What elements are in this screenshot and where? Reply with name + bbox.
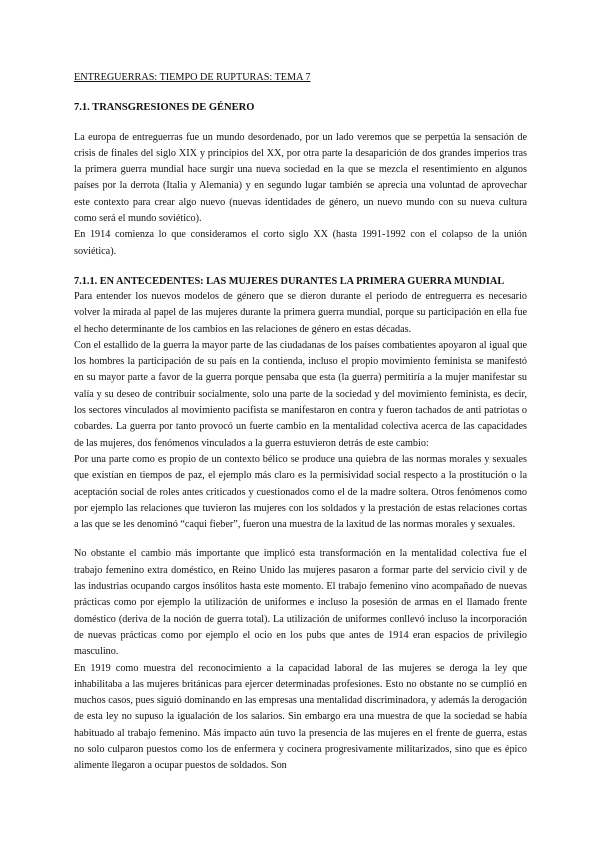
body-paragraph-4: No obstante el cambio más importante que implicó esta transformación en la mentalidad colectiva fue el trabajo femenino extra doméstico, en Reino Unido las mujeres pasaron a formar parte del servicio civil y de las industrias ocupando cargos insólitos hasta este momento. El trabajo femenino vino acompañado de nuevas prácticas como por ejemplo la utilización de uniformes e incluso la posesión de armas en el llamado frente doméstico (deriva de la noción de guerra total). La utilización de uniformes conllevó incluso la incorporación de nuevas prácticas como por ejemplo el ocio en los pubs que antes de 1914 eran espacios de privilegio masculino. [74,548,527,658]
body-paragraph-2: Con el estallido de la guerra la mayor parte de las ciudadanas de los países combatientes apoyaron al igual que los hombres la participación de su país en la contienda, incluso el propio movimiento feminista se manifestó en su mayor parte a favor de la guerra porque pensaba que esta (la guerra) permitiría a la mujer manifestar su valía y su deseo de contribuir socialmente, solo una parte de la sociedad y del movimiento feminista, es decir, los sectores vinculados al movimiento pacifista se manifestaron en contra y fueron tachados de anti patriotas o cobardes. La guerra por tanto provocó un fuerte cambio en la mentalidad colectiva acerca de las capacidades de las mujeres, dos fenómenos vinculados a la guerra estuvieron detrás de este cambio: [74,339,527,449]
subsection-heading: 7.1.1. EN ANTECEDENTES: LAS MUJERES DURANTES LA PRIMERA GUERRA MUNDIAL [74,275,505,287]
spacer [74,260,527,275]
document-page [74,70,527,775]
intro-paragraph-2: En 1914 comienza lo que consideramos el corto siglo XX (hasta 1991-1992 con el colapso de la unión soviética). [74,229,527,257]
section-heading: 7.1. TRANSGRESIONES DE GÉNERO [74,102,255,114]
body-paragraph-5: En 1919 como muestra del reconocimiento a la capacidad laboral de las mujeres se deroga la ley que inhabilitaba a las mujeres británicas para ejercer determinadas profesiones. Esto no obstante no se cumplió en muchos casos, pues siguió dominando en las empresas una mentalidad discriminadora, y además la derogación de esta ley no supuso la igualación de los salarios. Sin embargo era una muestra de que la sociedad se había habituado al trabajo femenino. Más impacto aún tuvo la presencia de las mujeres en el frente de guerra, estas no solo culparon puestos como los de enfermera y cocinera progresivamente militarizados, sino que es épico alimente llegaron a ocupar puestos de soldados. Son [74,662,527,772]
intro-paragraph-1: La europa de entreguerras fue un mundo desordenado, por un lado veremos que se perpetúa la sensación de crisis de finales del siglo XIX y principios del XX, por otra parte la desaparición de dos grandes imperios tras la primera guerra mundial hace surgir una nueva sociedad en la que se mezcla el resentimiento en algunos países por la derrota (Italia y Alemania) y en segundo lugar también se aprecia una voluntad de aprovechar este contexto para crear algo nuevo (nuevas identidades de género, un nuevo mundo con su nueva cultura como será el mundo soviético). [74,131,527,225]
document-title: ENTREGUERRAS: TIEMPO DE RUPTURAS: TEMA 7 [74,72,311,83]
body-paragraph-1: Para entender los nuevos modelos de género que se dieron durante el periodo de entreguerra es necesario volver la mirada al papel de las mujeres durante la primera guerra mundial, porque su participación en ella fue el hecho determinante de los cambios en las relaciones de género en estas décadas. [74,290,527,335]
spacer [74,533,527,546]
body-paragraph-3: Por una parte como es propio de un contexto bélico se produce una quiebra de las normas morales y sexuales que existían en tiempos de paz, el ejemplo más claro es la permisividad social respecto a la prostitución o la aceptación social de roles antes criticados y cuestionados como el de la madre soltera. Otros fenómenos como por ejemplo las relaciones que tuvieron las mujeres con los soldados y la prestación de estas relaciones cortas a las que se les denominó “caqui fieber”, fueron una muestra de la laxitud de las normas morales y sexuales. [74,453,527,531]
